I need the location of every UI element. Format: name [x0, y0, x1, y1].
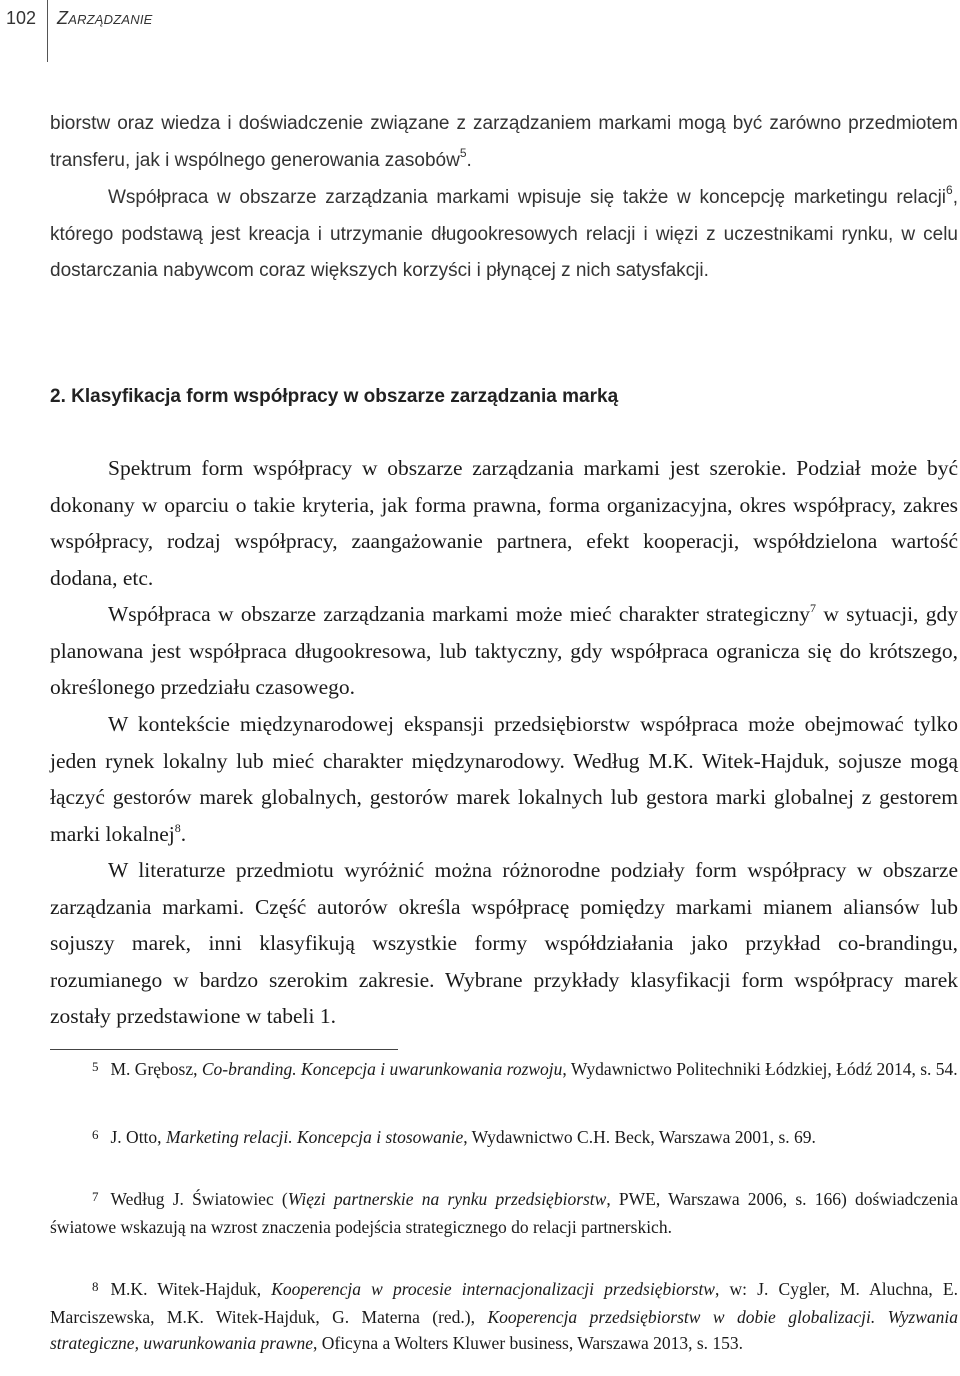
- paragraph-6: [50, 852, 958, 1035]
- footnote-text: , Oficyna a Wolters Kluwer business, Warszawa 2013, s. 153.: [312, 1333, 744, 1353]
- footnote-8: [50, 1276, 958, 1356]
- footnote-title: Kooperencja w procesie internacjonalizacji przedsiębiorstw: [271, 1279, 715, 1299]
- paragraph-6-text: W literaturze przedmiotu wyróżnić można różnorodne podziały form współpracy w obszarze zarządzania markami. Część autorów określa współpracę pomiędzy markami mianem aliansów lub sojuszy marek, inni klasyfikują wszystkie formy współdziałania jako przykład co-brandingu, rozumianego w bardzo szerokim zakresie. Wybrane przykłady klasyfikacji form współpracy marek zostały przedstawione w tabeli 1.: [50, 858, 958, 1028]
- footnote-text: M.K. Witek-Hajduk,: [110, 1279, 272, 1299]
- footnote-text: , Wydawnictwo Politechniki Łódzkiej, Łódź 2014, s. 54.: [562, 1059, 958, 1079]
- footnote-text: , w: J. Cygler, M. Aluchna, E. Marciszewska, M.K. Witek-Hajduk, G. Materna (red.),: [50, 1279, 958, 1327]
- paragraph-4: [50, 596, 958, 706]
- footnote-number: 8: [92, 1279, 99, 1294]
- footnote-text: , PWE, Warszawa 2006, s. 166) doświadczenia światowe wskazują na wzrost znaczenia podejścia strategicznego do relacji partnerskich.: [50, 1189, 959, 1237]
- footnote-ref-5: 5: [459, 145, 467, 160]
- paragraph-4-text-b: w sytuacji, gdy planowana jest współpraca długookresowa, lub taktyczny, gdy współpraca ogranicza się do krótszego, określonego przedziału czasowego.: [50, 602, 958, 699]
- footnote-5: [50, 1056, 958, 1084]
- footnote-title: Kooperencja przedsiębiorstw w dobie globalizacji. Wyzwania strategiczne, uwarunkowania prawne: [50, 1307, 958, 1353]
- paragraph-2-text-b: , którego podstawą jest kreacja i utrzymanie długookresowych relacji i więzi z uczestnikami rynku, w celu dostarczania nabywcom coraz większych korzyści i płynącej z nich satysfakcji.: [50, 187, 958, 281]
- footnote-title: Więzi partnerskie na rynku przedsiębiorstw: [287, 1189, 607, 1209]
- paragraph-1-end: .: [466, 149, 472, 171]
- footnote-number: 6: [92, 1127, 99, 1142]
- footnote-text: M. Grębosz,: [110, 1059, 202, 1079]
- footnote-7: [50, 1186, 958, 1240]
- paragraph-1-text: biorstw oraz wiedza i doświadczenie związane z zarządzaniem markami mogą być zarówno przedmiotem transferu, jak i wspólnego generowania zasobów: [50, 113, 958, 171]
- footnote-number: 5: [92, 1059, 99, 1074]
- footnote-text: J. Otto,: [110, 1127, 166, 1147]
- page-header: [0, 0, 960, 64]
- paragraph-5-end: .: [180, 821, 187, 846]
- footnote-text: Według J. Światowiec (: [110, 1189, 288, 1209]
- paragraph-3: [50, 450, 958, 596]
- footnote-text: , Wydawnictwo C.H. Beck, Warszawa 2001, s. 69.: [463, 1127, 816, 1147]
- footnote-title: Marketing relacji. Koncepcja i stosowanie: [165, 1127, 464, 1147]
- header-divider: [47, 0, 48, 62]
- paragraph-5: [50, 706, 958, 852]
- footnote-number: 7: [92, 1189, 99, 1204]
- footnote-title: Co-branding. Koncepcja i uwarunkowania rozwoju: [201, 1059, 563, 1079]
- paragraph-2: [50, 180, 958, 290]
- paragraph-4-text-a: Współpraca w obszarze zarządzania markami może mieć charakter strategiczny: [108, 602, 810, 626]
- footnote-6: [50, 1124, 958, 1152]
- paragraph-2-text-a: Współpraca w obszarze zarządzania markami wpisuje się także w koncepcję marketingu relacji: [108, 187, 947, 208]
- running-title: Zarządzanie: [57, 8, 153, 28]
- page-number: 102: [6, 8, 37, 28]
- section-heading: 2. Klasyfikacja form współpracy w obszarze zarządzania marką: [50, 386, 619, 407]
- footnote-ref-6: 6: [946, 183, 953, 197]
- footnote-ref-8: 8: [174, 820, 181, 835]
- footnote-ref-7: 7: [810, 601, 816, 615]
- paragraph-5-text: W kontekście międzynarodowej ekspansji przedsiębiorstw współpraca może obejmować tylko jeden rynek lokalny lub mieć charakter międzynarodowy. Według M.K. Witek-Hajduk, sojusze mogą łączyć gestorów marek globalnych, gestorów marek lokalnych lub gestora marki globalnej z gestorem marki lokalnej: [50, 712, 958, 846]
- paragraph-1: [50, 106, 958, 179]
- footnote-separator: [50, 1049, 398, 1050]
- paragraph-3-text: Spektrum form współpracy w obszarze zarządzania markami jest szerokie. Podział może być dokonany w oparciu o takie kryteria, jak forma prawna, forma organizacyjna, okres współpracy, zakres współpracy, rodzaj współpracy, zaangażowanie partnera, efekt kooperacji, współdzielona wartość dodana, etc.: [50, 456, 958, 590]
